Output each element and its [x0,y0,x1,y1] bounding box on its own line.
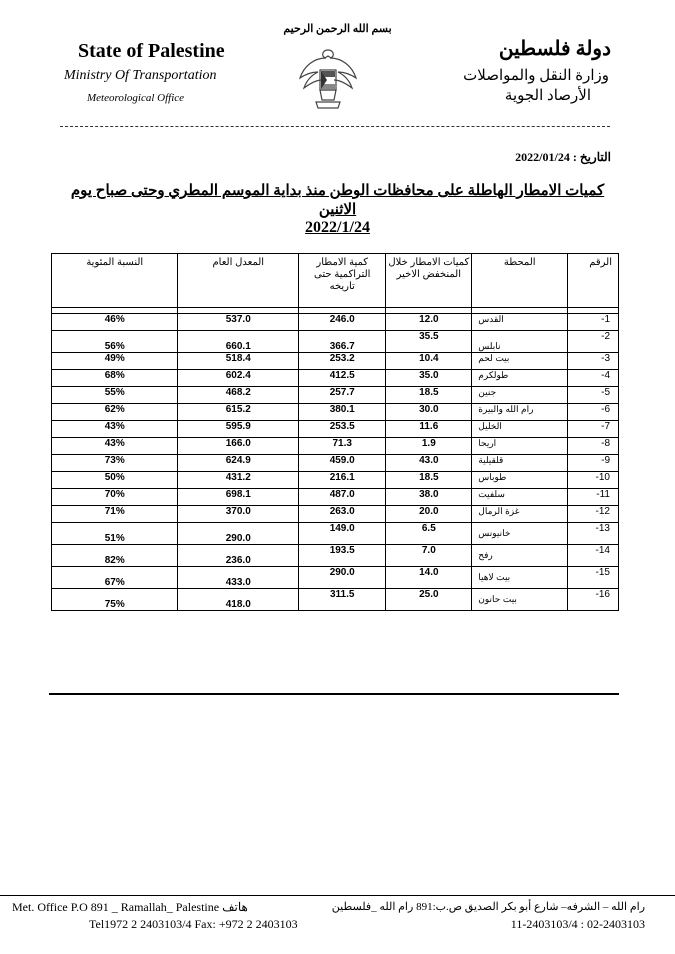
row-average: 698.1 [178,489,299,506]
row-percent: 49% [52,353,178,370]
row-average: 660.1 [178,331,299,353]
row-station: بيت حانون [472,589,568,611]
english-ministry-name: Ministry Of Transportation [64,68,217,83]
row-average: 602.4 [178,370,299,387]
row-average: 595.9 [178,421,299,438]
row-cumulative: 366.7 [299,331,386,353]
row-station: القدس [472,314,568,331]
row-percent: 43% [52,438,178,455]
table-row [52,370,619,387]
row-number: 4- [568,370,619,387]
row-station: بيت لحم [472,353,568,370]
table-row [52,506,619,523]
row-recent: 18.5 [386,387,472,404]
arabic-ministry-name: وزارة النقل والمواصلات [463,68,609,84]
row-percent: 55% [52,387,178,404]
header-dashed-divider [60,126,610,127]
row-cumulative: 193.5 [299,545,386,567]
row-percent: 75% [52,589,178,611]
row-percent: 56% [52,331,178,353]
row-percent: 62% [52,404,178,421]
table-row [52,567,619,589]
row-recent: 38.0 [386,489,472,506]
row-average: 615.2 [178,404,299,421]
row-number: 2- [568,331,619,353]
row-number: 3- [568,353,619,370]
row-station: اريحا [472,438,568,455]
row-station: نابلس [472,331,568,353]
row-recent: 11.6 [386,421,472,438]
row-station: رام الله والبيرة [472,404,568,421]
row-average: 518.4 [178,353,299,370]
report-date: 2022/1/24 [305,219,370,236]
row-cumulative: 71.3 [299,438,386,455]
table-row [52,314,619,331]
row-number: 5- [568,387,619,404]
row-number: 16- [568,589,619,611]
table-row [52,455,619,472]
row-station: قلقيلية [472,455,568,472]
row-percent: 68% [52,370,178,387]
footer-address-english: Met. Office P.O 891 _ Ramallah_ Palestine هاتف [12,900,248,914]
row-percent: 70% [52,489,178,506]
row-station: جنين [472,387,568,404]
row-percent: 67% [52,567,178,589]
row-average: 418.0 [178,589,299,611]
footer-address-arabic: رام الله – الشرفه– شارع أبو بكر الصديق ص.ب:891 رام الله _فلسطين [331,901,645,913]
row-station: خانيونس [472,523,568,545]
footer-phone-arabic: 02-2403103 : 11-2403103/4 [510,917,645,931]
row-station: الخليل [472,421,568,438]
table-row [52,523,619,545]
rainfall-table [51,253,619,611]
row-percent: 46% [52,314,178,331]
document-heading: كميات الامطار الهاطلة على محافظات الوطن منذ بداية الموسم المطري وحتى صباح يوم الاثنين [70,183,605,218]
footer-divider [0,895,675,896]
row-recent: 14.0 [386,567,472,589]
row-station: غزة الرمال [472,506,568,523]
row-number: 11- [568,489,619,506]
header-average: المعدل العام [178,254,299,308]
row-station: بيت لاهيا [472,567,568,589]
row-average: 290.0 [178,523,299,545]
row-cumulative: 246.0 [299,314,386,331]
row-recent: 18.5 [386,472,472,489]
row-number: 13- [568,523,619,545]
row-station: رفح [472,545,568,567]
row-percent: 71% [52,506,178,523]
row-cumulative: 459.0 [299,455,386,472]
row-recent: 30.0 [386,404,472,421]
table-bottom-rule [49,693,619,695]
row-number: 9- [568,455,619,472]
row-average: 431.2 [178,472,299,489]
row-recent: 20.0 [386,506,472,523]
row-cumulative: 263.0 [299,506,386,523]
row-station: طوباس [472,472,568,489]
row-recent: 12.0 [386,314,472,331]
row-average: 236.0 [178,545,299,567]
row-cumulative: 487.0 [299,489,386,506]
row-percent: 43% [52,421,178,438]
row-percent: 51% [52,523,178,545]
row-percent: 50% [52,472,178,489]
header-cumulative-rainfall: كمية الامطار التراكمية حتى تاريخه [299,254,386,308]
row-average: 166.0 [178,438,299,455]
arabic-state-title: دولة فلسطين [498,38,611,60]
row-recent: 35.0 [386,370,472,387]
document-date: التاريخ : 2022/01/24 [515,150,611,164]
footer-phone-english: Tel1972 2 2403103/4 Fax: +972 2 2403103 [89,917,298,931]
row-number: 8- [568,438,619,455]
arabic-office-name: الأرصاد الجوية [504,88,591,104]
table-row [52,404,619,421]
row-recent: 1.9 [386,438,472,455]
table-row [52,387,619,404]
row-cumulative: 253.2 [299,353,386,370]
table-row [52,489,619,506]
row-average: 370.0 [178,506,299,523]
header-recent-rainfall: كميات الامطار خلال المنخفض الاخير [386,254,472,308]
table-row [52,472,619,489]
row-recent: 7.0 [386,545,472,567]
palestine-eagle-emblem-icon [296,44,360,114]
header-station: المحطة [472,254,568,308]
table-row [52,589,619,611]
row-recent: 25.0 [386,589,472,611]
row-cumulative: 311.5 [299,589,386,611]
row-number: 12- [568,506,619,523]
row-cumulative: 149.0 [299,523,386,545]
bismillah-text: بسم الله الرحمن الرحيم [283,23,392,35]
row-recent: 43.0 [386,455,472,472]
row-number: 15- [568,567,619,589]
row-cumulative: 412.5 [299,370,386,387]
row-cumulative: 216.1 [299,472,386,489]
table-row [52,353,619,370]
table-row [52,331,619,353]
row-percent: 73% [52,455,178,472]
row-recent: 6.5 [386,523,472,545]
row-cumulative: 290.0 [299,567,386,589]
table-row [52,438,619,455]
row-average: 537.0 [178,314,299,331]
english-office-name: Meteorological Office [87,92,185,104]
row-recent: 35.5 [386,331,472,353]
row-recent: 10.4 [386,353,472,370]
row-average: 468.2 [178,387,299,404]
table-row [52,421,619,438]
table-header-row [52,254,619,308]
row-percent: 82% [52,545,178,567]
english-state-title: State of Palestine [78,40,225,62]
row-cumulative: 257.7 [299,387,386,404]
row-cumulative: 380.1 [299,404,386,421]
row-number: 7- [568,421,619,438]
header-number: الرقم [568,254,619,308]
row-average: 433.0 [178,567,299,589]
table-row [52,545,619,567]
row-number: 14- [568,545,619,567]
row-number: 1- [568,314,619,331]
row-average: 624.9 [178,455,299,472]
row-station: سلفيت [472,489,568,506]
row-station: طولكرم [472,370,568,387]
header-percent: النسبة المئوية [52,254,178,308]
row-number: 10- [568,472,619,489]
row-number: 6- [568,404,619,421]
row-cumulative: 253.5 [299,421,386,438]
